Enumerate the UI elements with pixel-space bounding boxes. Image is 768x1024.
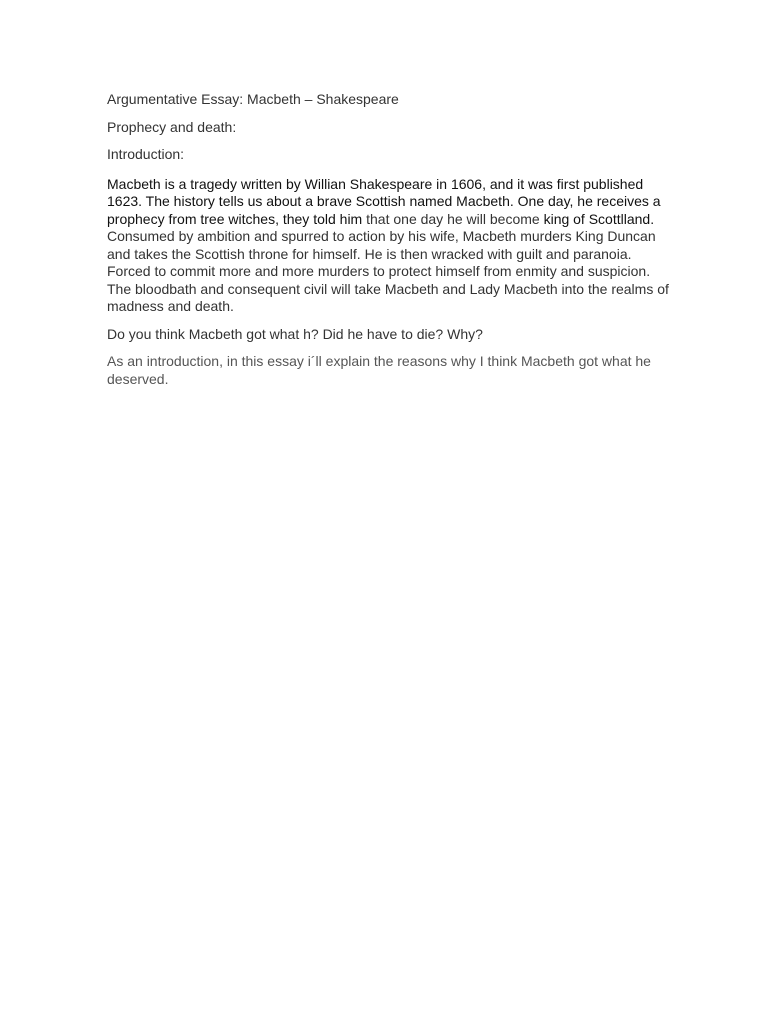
- document-body: [107, 91, 677, 398]
- document-subtitle: Prophecy and death:: [107, 118, 237, 135]
- paragraph-text-part: king of Scottlland.: [543, 210, 655, 227]
- introduction-paragraph: [107, 176, 677, 316]
- paragraph-text-part: Consumed by ambition and spurred to action by his wife, Macbeth murders King Duncan and takes the Scottish throne for himself. He is then wracked with guilt and paranoia. Forced to commit more and more murders to protect himself from enmity and suspicion. The bloodbath and consequent civil will take Macbeth and Lady Macbeth into the realms of madness and death.: [107, 228, 669, 314]
- introduction-statement: As an introduction, in this essay i´ll explain the reasons why I think Macbeth got what he deserved.: [107, 353, 651, 387]
- paragraph-text-part: Macbeth is a tragedy written by Willian Shakespeare in 1606, and it was first published 1623. The history tells us about a brave Scottish named Macbeth. One day, he receives a prophecy from tree witches, they told him: [107, 175, 661, 227]
- document-title: Argumentative Essay: Macbeth – Shakespeare: [107, 91, 399, 107]
- paragraph-text-part: that one day he will become: [362, 210, 544, 227]
- section-heading: Introduction:: [107, 146, 185, 162]
- essay-question: Do you think Macbeth got what h? Did he have to die? Why?: [107, 325, 483, 342]
